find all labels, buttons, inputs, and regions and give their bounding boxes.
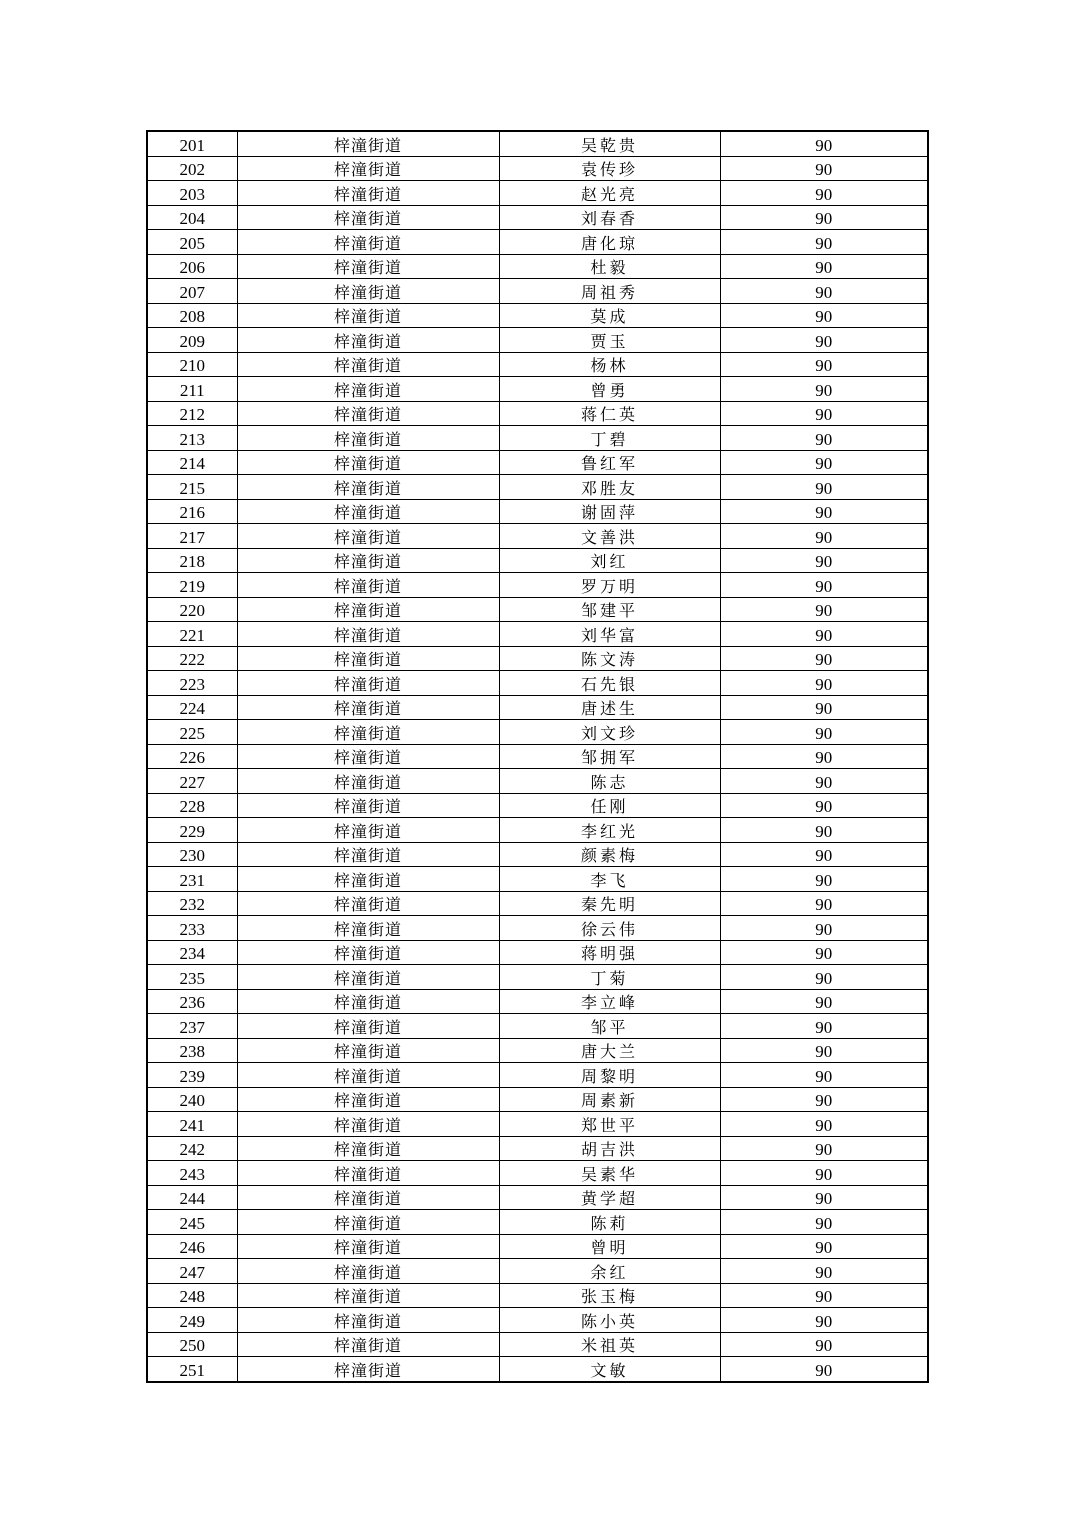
street-cell: 梓潼街道 [237, 1161, 499, 1186]
score-cell: 90 [720, 1283, 928, 1308]
table-row [147, 916, 928, 941]
table-row [147, 254, 928, 279]
row-number-cell: 239 [147, 1063, 237, 1088]
row-number-cell: 227 [147, 769, 237, 794]
score-cell: 90 [720, 965, 928, 990]
score-cell: 90 [720, 1234, 928, 1259]
table-row [147, 1087, 928, 1112]
score-cell: 90 [720, 377, 928, 402]
street-cell: 梓潼街道 [237, 1308, 499, 1333]
person-name-cell: 颜素梅 [499, 842, 720, 867]
person-name-cell: 丁菊 [499, 965, 720, 990]
street-cell: 梓潼街道 [237, 450, 499, 475]
street-cell: 梓潼街道 [237, 524, 499, 549]
row-number-cell: 203 [147, 181, 237, 206]
table-row [147, 1259, 928, 1284]
street-cell: 梓潼街道 [237, 916, 499, 941]
street-cell: 梓潼街道 [237, 818, 499, 843]
score-cell: 90 [720, 524, 928, 549]
table-row [147, 1357, 928, 1382]
table-row [147, 475, 928, 500]
row-number-cell: 237 [147, 1014, 237, 1039]
street-cell: 梓潼街道 [237, 1136, 499, 1161]
row-number-cell: 206 [147, 254, 237, 279]
person-name-cell: 杜毅 [499, 254, 720, 279]
score-cell: 90 [720, 842, 928, 867]
person-name-cell: 吴素华 [499, 1161, 720, 1186]
score-cell: 90 [720, 1357, 928, 1382]
row-number-cell: 208 [147, 303, 237, 328]
row-number-cell: 216 [147, 499, 237, 524]
table-row [147, 1112, 928, 1137]
table-row [147, 940, 928, 965]
table-row [147, 303, 928, 328]
roster-table [146, 130, 929, 1383]
person-name-cell: 文敏 [499, 1357, 720, 1382]
score-cell: 90 [720, 769, 928, 794]
street-cell: 梓潼街道 [237, 989, 499, 1014]
street-cell: 梓潼街道 [237, 377, 499, 402]
row-number-cell: 220 [147, 597, 237, 622]
street-cell: 梓潼街道 [237, 769, 499, 794]
row-number-cell: 228 [147, 793, 237, 818]
score-cell: 90 [720, 744, 928, 769]
person-name-cell: 蒋明强 [499, 940, 720, 965]
score-cell: 90 [720, 254, 928, 279]
person-name-cell: 贾玉 [499, 328, 720, 353]
person-name-cell: 陈小英 [499, 1308, 720, 1333]
score-cell: 90 [720, 1136, 928, 1161]
row-number-cell: 221 [147, 622, 237, 647]
row-number-cell: 215 [147, 475, 237, 500]
score-cell: 90 [720, 1063, 928, 1088]
score-cell: 90 [720, 1308, 928, 1333]
score-cell: 90 [720, 671, 928, 696]
street-cell: 梓潼街道 [237, 1283, 499, 1308]
score-cell: 90 [720, 622, 928, 647]
score-cell: 90 [720, 793, 928, 818]
table-row [147, 377, 928, 402]
street-cell: 梓潼街道 [237, 548, 499, 573]
person-name-cell: 周素新 [499, 1087, 720, 1112]
street-cell: 梓潼街道 [237, 720, 499, 745]
score-cell: 90 [720, 695, 928, 720]
person-name-cell: 曾明 [499, 1234, 720, 1259]
person-name-cell: 鲁红军 [499, 450, 720, 475]
table-row [147, 867, 928, 892]
person-name-cell: 曾勇 [499, 377, 720, 402]
street-cell: 梓潼街道 [237, 1014, 499, 1039]
person-name-cell: 邹建平 [499, 597, 720, 622]
person-name-cell: 刘春香 [499, 205, 720, 230]
street-cell: 梓潼街道 [237, 793, 499, 818]
street-cell: 梓潼街道 [237, 867, 499, 892]
score-cell: 90 [720, 646, 928, 671]
person-name-cell: 周祖秀 [499, 279, 720, 304]
street-cell: 梓潼街道 [237, 622, 499, 647]
row-number-cell: 224 [147, 695, 237, 720]
person-name-cell: 徐云伟 [499, 916, 720, 941]
person-name-cell: 吴乾贵 [499, 131, 720, 156]
table-row [147, 230, 928, 255]
table-row [147, 769, 928, 794]
score-cell: 90 [720, 1185, 928, 1210]
row-number-cell: 235 [147, 965, 237, 990]
row-number-cell: 242 [147, 1136, 237, 1161]
row-number-cell: 229 [147, 818, 237, 843]
person-name-cell: 秦先明 [499, 891, 720, 916]
street-cell: 梓潼街道 [237, 352, 499, 377]
row-number-cell: 232 [147, 891, 237, 916]
row-number-cell: 251 [147, 1357, 237, 1382]
person-name-cell: 邹拥军 [499, 744, 720, 769]
person-name-cell: 杨林 [499, 352, 720, 377]
row-number-cell: 238 [147, 1038, 237, 1063]
table-row [147, 671, 928, 696]
row-number-cell: 219 [147, 573, 237, 598]
person-name-cell: 丁碧 [499, 426, 720, 451]
row-number-cell: 218 [147, 548, 237, 573]
table-row [147, 597, 928, 622]
table-row [147, 842, 928, 867]
person-name-cell: 米祖英 [499, 1332, 720, 1357]
person-name-cell: 任刚 [499, 793, 720, 818]
table-row [147, 279, 928, 304]
row-number-cell: 231 [147, 867, 237, 892]
person-name-cell: 周黎明 [499, 1063, 720, 1088]
score-cell: 90 [720, 573, 928, 598]
person-name-cell: 唐化琼 [499, 230, 720, 255]
person-name-cell: 袁传珍 [499, 156, 720, 181]
street-cell: 梓潼街道 [237, 401, 499, 426]
person-name-cell: 陈志 [499, 769, 720, 794]
table-row [147, 720, 928, 745]
table-row [147, 1210, 928, 1235]
row-number-cell: 241 [147, 1112, 237, 1137]
table-row [147, 1185, 928, 1210]
row-number-cell: 214 [147, 450, 237, 475]
row-number-cell: 205 [147, 230, 237, 255]
street-cell: 梓潼街道 [237, 1185, 499, 1210]
street-cell: 梓潼街道 [237, 573, 499, 598]
row-number-cell: 209 [147, 328, 237, 353]
score-cell: 90 [720, 450, 928, 475]
person-name-cell: 蒋仁英 [499, 401, 720, 426]
street-cell: 梓潼街道 [237, 965, 499, 990]
row-number-cell: 243 [147, 1161, 237, 1186]
score-cell: 90 [720, 818, 928, 843]
street-cell: 梓潼街道 [237, 1063, 499, 1088]
table-row [147, 352, 928, 377]
street-cell: 梓潼街道 [237, 156, 499, 181]
score-cell: 90 [720, 597, 928, 622]
table-row [147, 989, 928, 1014]
row-number-cell: 202 [147, 156, 237, 181]
table-row [147, 450, 928, 475]
row-number-cell: 236 [147, 989, 237, 1014]
score-cell: 90 [720, 156, 928, 181]
person-name-cell: 罗万明 [499, 573, 720, 598]
table-row [147, 524, 928, 549]
person-name-cell: 刘红 [499, 548, 720, 573]
row-number-cell: 247 [147, 1259, 237, 1284]
street-cell: 梓潼街道 [237, 205, 499, 230]
table-row [147, 156, 928, 181]
score-cell: 90 [720, 426, 928, 451]
person-name-cell: 文善洪 [499, 524, 720, 549]
score-cell: 90 [720, 352, 928, 377]
row-number-cell: 233 [147, 916, 237, 941]
table-row [147, 401, 928, 426]
street-cell: 梓潼街道 [237, 1357, 499, 1382]
street-cell: 梓潼街道 [237, 646, 499, 671]
street-cell: 梓潼街道 [237, 1259, 499, 1284]
street-cell: 梓潼街道 [237, 1112, 499, 1137]
person-name-cell: 李飞 [499, 867, 720, 892]
street-cell: 梓潼街道 [237, 744, 499, 769]
score-cell: 90 [720, 279, 928, 304]
table-row [147, 622, 928, 647]
person-name-cell: 余红 [499, 1259, 720, 1284]
table-row [147, 181, 928, 206]
street-cell: 梓潼街道 [237, 254, 499, 279]
score-cell: 90 [720, 916, 928, 941]
person-name-cell: 唐述生 [499, 695, 720, 720]
person-name-cell: 李立峰 [499, 989, 720, 1014]
row-number-cell: 201 [147, 131, 237, 156]
row-number-cell: 249 [147, 1308, 237, 1333]
table-row [147, 426, 928, 451]
row-number-cell: 222 [147, 646, 237, 671]
score-cell: 90 [720, 131, 928, 156]
person-name-cell: 陈莉 [499, 1210, 720, 1235]
row-number-cell: 245 [147, 1210, 237, 1235]
street-cell: 梓潼街道 [237, 279, 499, 304]
row-number-cell: 204 [147, 205, 237, 230]
score-cell: 90 [720, 401, 928, 426]
score-cell: 90 [720, 205, 928, 230]
person-name-cell: 谢固萍 [499, 499, 720, 524]
person-name-cell: 黄学超 [499, 1185, 720, 1210]
table-row [147, 1161, 928, 1186]
score-cell: 90 [720, 303, 928, 328]
score-cell: 90 [720, 1161, 928, 1186]
score-cell: 90 [720, 940, 928, 965]
street-cell: 梓潼街道 [237, 131, 499, 156]
street-cell: 梓潼街道 [237, 671, 499, 696]
score-cell: 90 [720, 1210, 928, 1235]
row-number-cell: 234 [147, 940, 237, 965]
table-row [147, 1234, 928, 1259]
street-cell: 梓潼街道 [237, 1332, 499, 1357]
table-row [147, 965, 928, 990]
table-row [147, 499, 928, 524]
person-name-cell: 陈文涛 [499, 646, 720, 671]
roster-table-body [147, 131, 928, 1382]
street-cell: 梓潼街道 [237, 230, 499, 255]
person-name-cell: 赵光亮 [499, 181, 720, 206]
score-cell: 90 [720, 1332, 928, 1357]
score-cell: 90 [720, 891, 928, 916]
person-name-cell: 胡吉洪 [499, 1136, 720, 1161]
score-cell: 90 [720, 1014, 928, 1039]
score-cell: 90 [720, 181, 928, 206]
street-cell: 梓潼街道 [237, 303, 499, 328]
score-cell: 90 [720, 475, 928, 500]
street-cell: 梓潼街道 [237, 1087, 499, 1112]
row-number-cell: 223 [147, 671, 237, 696]
table-row [147, 131, 928, 156]
table-row [147, 1283, 928, 1308]
row-number-cell: 217 [147, 524, 237, 549]
row-number-cell: 250 [147, 1332, 237, 1357]
row-number-cell: 213 [147, 426, 237, 451]
row-number-cell: 212 [147, 401, 237, 426]
score-cell: 90 [720, 720, 928, 745]
street-cell: 梓潼街道 [237, 597, 499, 622]
table-row [147, 1014, 928, 1039]
street-cell: 梓潼街道 [237, 940, 499, 965]
table-row [147, 744, 928, 769]
person-name-cell: 李红光 [499, 818, 720, 843]
score-cell: 90 [720, 1112, 928, 1137]
table-row [147, 891, 928, 916]
table-row [147, 1038, 928, 1063]
person-name-cell: 邹平 [499, 1014, 720, 1039]
row-number-cell: 210 [147, 352, 237, 377]
person-name-cell: 张玉梅 [499, 1283, 720, 1308]
table-row [147, 1308, 928, 1333]
street-cell: 梓潼街道 [237, 891, 499, 916]
score-cell: 90 [720, 867, 928, 892]
table-row [147, 1063, 928, 1088]
table-row [147, 1136, 928, 1161]
score-cell: 90 [720, 499, 928, 524]
table-row [147, 328, 928, 353]
table-row [147, 205, 928, 230]
table-row [147, 548, 928, 573]
row-number-cell: 207 [147, 279, 237, 304]
score-cell: 90 [720, 1259, 928, 1284]
row-number-cell: 248 [147, 1283, 237, 1308]
table-row [147, 573, 928, 598]
score-cell: 90 [720, 1087, 928, 1112]
score-cell: 90 [720, 1038, 928, 1063]
street-cell: 梓潼街道 [237, 499, 499, 524]
score-cell: 90 [720, 328, 928, 353]
person-name-cell: 石先银 [499, 671, 720, 696]
person-name-cell: 唐大兰 [499, 1038, 720, 1063]
table-row [147, 793, 928, 818]
street-cell: 梓潼街道 [237, 426, 499, 451]
street-cell: 梓潼街道 [237, 1038, 499, 1063]
row-number-cell: 240 [147, 1087, 237, 1112]
street-cell: 梓潼街道 [237, 181, 499, 206]
row-number-cell: 225 [147, 720, 237, 745]
score-cell: 90 [720, 548, 928, 573]
street-cell: 梓潼街道 [237, 842, 499, 867]
person-name-cell: 莫成 [499, 303, 720, 328]
street-cell: 梓潼街道 [237, 1210, 499, 1235]
table-row [147, 695, 928, 720]
table-row [147, 646, 928, 671]
person-name-cell: 刘华富 [499, 622, 720, 647]
person-name-cell: 郑世平 [499, 1112, 720, 1137]
street-cell: 梓潼街道 [237, 695, 499, 720]
score-cell: 90 [720, 989, 928, 1014]
row-number-cell: 246 [147, 1234, 237, 1259]
person-name-cell: 刘文珍 [499, 720, 720, 745]
street-cell: 梓潼街道 [237, 1234, 499, 1259]
row-number-cell: 211 [147, 377, 237, 402]
street-cell: 梓潼街道 [237, 475, 499, 500]
row-number-cell: 230 [147, 842, 237, 867]
street-cell: 梓潼街道 [237, 328, 499, 353]
table-row [147, 818, 928, 843]
table-row [147, 1332, 928, 1357]
row-number-cell: 244 [147, 1185, 237, 1210]
score-cell: 90 [720, 230, 928, 255]
person-name-cell: 邓胜友 [499, 475, 720, 500]
row-number-cell: 226 [147, 744, 237, 769]
